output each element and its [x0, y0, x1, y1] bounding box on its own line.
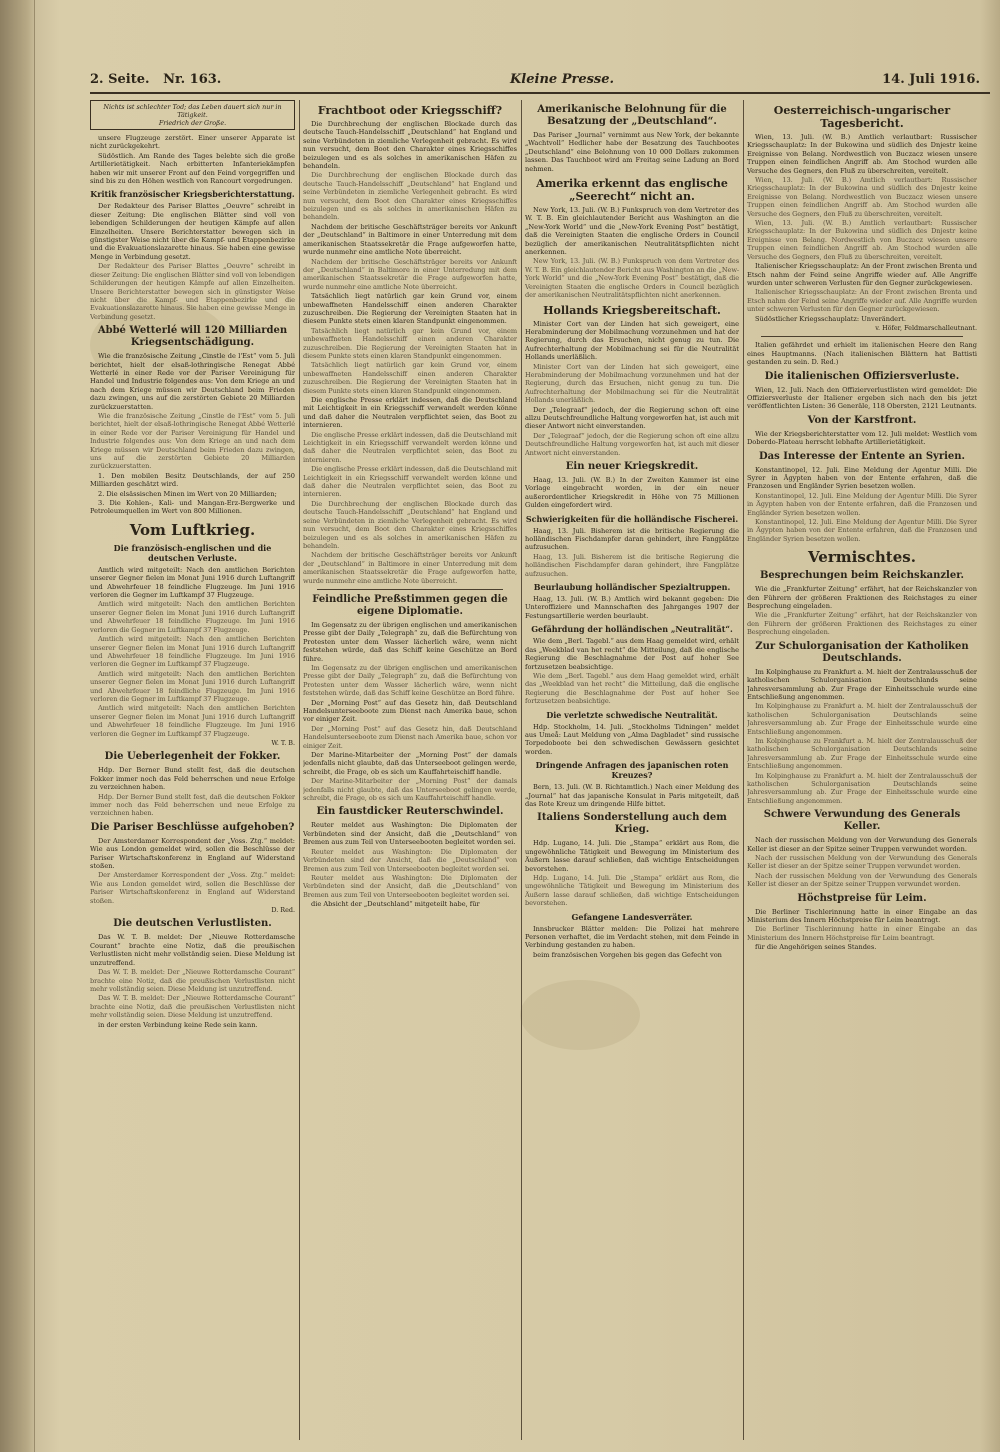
article-headline: Amerikanische Belohnung für die Besatzung der „Deutschland“. — [537, 104, 727, 127]
article-headline: Italiens Sonderstellung auch dem Krieg. — [537, 812, 727, 836]
article-text: Im Kolpinghause zu Frankfurt a. M. hielt der Zentralausschuß der katholischen Schulorganisation Deutschlands seine Jahresversammlung ab. Zur Frage der Einheitsschule wurde eine Entschließung angenommen. — [747, 667, 977, 701]
article-text: Südöstlicher Kriegsschauplatz: Unverändert. — [755, 314, 906, 323]
article-headline: Schwierigkeiten für die holländische Fischerei. — [525, 513, 739, 524]
article-text: für die Angehörigen seines Standes. — [755, 943, 877, 952]
article-text: Italien gefährdet und erhielt im italienischen Heere den Rang eines Hauptmanns. (Nach italienischen Blättern hat Battisti gestanden zu sein. D. Red.) — [747, 341, 977, 367]
binding-spine — [0, 0, 35, 1452]
article-text: Hdp. Lugano, 14. Juli. Die „Stampa“ erklärt aus Rom, die ungewöhnliche Tätigkeit und Bewegung im Ministerium des Äußern lasse darauf schließen, daß wichtige Entscheidungen bevorstehen. — [525, 839, 739, 873]
article-text: Reuter meldet aus Washington: Die Diplomaten der Verbündeten sind der Ansicht, daß die „Deutschland“ von Bremen aus zum Teil von Unterseebooten begleitet worden sei. — [303, 821, 517, 847]
article-text: Nachdem der britische Geschäftsträger bereits vor Ankunft der „Deutschland“ in Baltimore in einer Unterredung mit dem amerikanischen Staatssekretär die Frage aufgeworfen hatte, wurde nunmehr eine amtliche Note überreicht. — [303, 257, 517, 291]
article-headline: Ein faustdicker Reuterschwindel. — [316, 806, 504, 818]
article-headline: Die verletzte schwedische Neutralität. — [546, 709, 718, 720]
issue-date: 14. Juli 1916. — [882, 72, 980, 87]
article-text: Im Kolpinghause zu Frankfurt a. M. hielt der Zentralausschuß der katholischen Schulorganisation Deutschlands seine Jahresversammlung ab. Zur Frage der Einheitsschule wurde eine Entschließung angenommen. — [747, 702, 977, 736]
article-text: Wie die französische Zeitung „Cinstle de l'Est“ vom 5. Juli berichtet, hielt der elsaß-lothringische Renegat Abbé Wetterlé in einer Rede vor der Pariser Vereinigung für Handel und Industrie folgendes aus: Von dem Kriege an und nach dem Kriege müssen wir Deutschland beim Frieden dazu zwingen, uns auf die zerstörten Gebiete 20 Milliarden zurückzuerstatten. — [90, 411, 295, 471]
page-header — [90, 72, 990, 94]
article-text: Konstantinopel, 12. Juli. Eine Meldung der Agentur Milli. Die Syrer in Ägypten haben von der Entente erfahren, daß die Franzosen und Engländer Syrien besetzen wollen. — [747, 465, 977, 491]
article-text: Das Pariser „Journal“ vernimmt aus New York, der bekannte „Wachtvoll“ Hedlicher habe der Besatzung des Tauchbootes „Deutschland“ eine Belohnung von 10 000 Dollars zukommen lassen. Das Tauchboot wird am Freitag seine Ladung an Bord nehmen. — [525, 131, 739, 173]
article-headline: Zur Schulorganisation der Katholiken Deutschlands. — [755, 640, 969, 664]
article-signature: W. T. B. — [271, 738, 295, 747]
column-2 — [303, 100, 517, 1440]
article-text: Nach der russischen Meldung von der Verwundung des Generals Keller ist dieser an der Spitze seiner Truppen verwundet worden. — [747, 871, 977, 889]
article-text: Die Durchbrechung der englischen Blockade durch das deutsche Tauch-Handelsschiff „Deutschland“ hat England und seine Verbündeten in ziemliche Verlegenheit gebracht. Es wird nun versucht, dem Boot den Charakter eines Kriegsschiffes beizulegen und es als solches in amerikanischen Häfen zu behandeln. — [303, 171, 517, 222]
article-headline: Beurlaubung holländischer Spezialtruppen. — [533, 582, 731, 593]
article-text: Bern, 13. Juli. (W. B. Richtamtlich.) Nach einer Meldung des „Journal“ hat das japanische Konsulat in Paris mitgeteilt, daß das Rote Kreuz um dringende Hilfe bittet. — [525, 783, 739, 808]
article-text: Amtlich wird mitgeteilt: Nach den amtlichen Berichten unserer Gegner fielen im Monat Juni 1916 durch Luftangriff und Abwehrfeuer 18 feindliche Flugzeuge. Im Juni 1916 verloren die Gegner im Luftkampf 37 Flugzeuge. — [90, 669, 295, 703]
article-text: unsere Flugzeuge zerstört. Einer unserer Apparate ist nicht zurückgekehrt. — [90, 134, 295, 151]
article-text: Amtlich wird mitgeteilt: Nach den amtlichen Berichten unserer Gegner fielen im Monat Juni 1916 durch Luftangriff und Abwehrfeuer 18 feindliche Flugzeuge. Im Juni 1916 verloren die Gegner im Luftkampf 37 Flugzeuge. — [90, 565, 295, 600]
paper-title: Kleine Presse. — [510, 72, 615, 87]
column-rule — [299, 100, 300, 1440]
article-text: Wien, 13. Juli. (W. B.) Amtlich verlautbart: Russischer Kriegsschauplatz: In der Bukowina und südlich des Dnjestr keine Ereignisse von Belang. Nordwestlich von Buczacz wiesen unsere Truppen einen feindlichen Angriff ab. Am Stochod wurden alle Versuche des Gegners, den Fluß zu überschreiten, vereitelt. — [747, 219, 977, 261]
article-text: beim französischen Vorgehen bis gegen das Gefecht von — [533, 950, 722, 959]
article-text: Südöstlich. Am Rande des Tages belebte sich die große Artillerietätigkeit. Nach erbitterten Infanteriekämpfen haben wir mit unserer Front auf den Feind vorgegriffen und sind bis zu den Höhen westlich von Rancourt vorgedrungen. — [90, 151, 295, 186]
article-headline: Die Pariser Beschlüsse aufgehoben? — [90, 821, 295, 833]
article-headline: Schwere Verwundung des Generals Keller. — [763, 809, 961, 833]
article-headline: Amerika erkennt das englische „Seerecht“ nicht an. — [536, 177, 728, 204]
article-text: Haag, 13. Juli. (W. B.) Amtlich wird bekannt gegeben: Die Unteroffiziere und Mannschaften des Jahrganges 1907 der Festungsartillerie werden beurlaubt. — [525, 595, 739, 620]
article-headline: Besprechungen beim Reichskanzler. — [759, 570, 965, 582]
article-text: Nach der russischen Meldung von der Verwundung des Generals Keller ist dieser an der Spitze seiner Truppen verwundet worden. — [747, 854, 977, 871]
article-headline: Hollands Kriegsbereitschaft. — [543, 303, 721, 317]
article-headline: Vom Luftkrieg. — [129, 520, 256, 539]
article-text: Der Amsterdamer Korrespondent der „Voss. Ztg.“ meldet: Wie aus London gemeldet wird, sollen die Beschlüsse der Pariser Wirtschaftskonferenz in England auf Widerstand stoßen. — [90, 871, 295, 905]
article-text: Wien, 13. Juli. (W. B.) Amtlich verlautbart: Russischer Kriegsschauplatz: In der Bukowina und südlich des Dnjestr keine Ereignisse von Belang. Nordwestlich von Buczacz wiesen unsere Truppen einen feindlichen Angriff ab. Am Stochod wurden alle Versuche des Gegners, den Fluß zu überschreiten, vereitelt. — [747, 133, 977, 175]
article-text: Haag, 13. Juli. Bisherem ist die britische Regierung die holländischen Fischdampfer daran gehindert, ihre Fangplätze aufzusuchen. — [525, 526, 739, 552]
list-item: 1. Den mobilen Besitz Deutschlands, der auf 250 Milliarden geschätzt wird. — [90, 471, 295, 489]
article-headline: Von der Karstfront. — [807, 414, 917, 426]
article-text: Die Durchbrechung der englischen Blockade durch das deutsche Tauch-Handelsschiff „Deutschland“ hat England und seine Verbündeten in ziemliche Verlegenheit gebracht. Es wird nun versucht, dem Boot den Charakter eines Kriegsschiffes beizulegen und es als solches in amerikanischen Häfen zu behandeln. — [303, 499, 517, 550]
article-text: Das W. T. B. meldet: Der „Nieuwe Rotterdamsche Courant“ brachte eine Notiz, daß die preußischen Verlustlisten nicht mehr vollständig seien. Diese Meldung ist unzutreffend. — [90, 933, 295, 967]
article-text: Amtlich wird mitgeteilt: Nach den amtlichen Berichten unserer Gegner fielen im Monat Juni 1916 durch Luftangriff und Abwehrfeuer 18 feindliche Flugzeuge. Im Juni 1916 verloren die Gegner im Luftkampf 37 Flugzeuge. — [90, 704, 295, 738]
article-text: Haag, 13. Juli. (W. B.) In der Zweiten Kammer ist eine Vorlage eingebracht worden, in der ein neuer außerordentlicher Kriegskredit in Höhe von 75 Millionen Gulden eingefordert wird. — [525, 476, 739, 510]
quote-text: Nichts ist schlechter Tod; das Leben dauert sich nur in Tätigkeit. — [103, 103, 282, 119]
article-text: Im Gegensatz zu der übrigen englischen und amerikanischen Presse gibt der Daily „Telegraph“ zu, daß die Befürchtung von Protesten unter dem Wasser lächerlich wäre, wenn nicht feststehen würde, daß das Schiff keine Geschütze an Bord führe. — [303, 663, 517, 698]
article-text: Das W. T. B. meldet: Der „Nieuwe Rotterdamsche Courant“ brachte eine Notiz, daß die preußischen Verlustlisten nicht mehr vollständig seien. Diese Meldung ist unzutreffend. — [90, 994, 295, 1020]
article-text: Die englische Presse erklärt indessen, daß die Deutschland mit Leichtigkeit in ein Kriegsschiff verwandelt werden könne und daß daher die Neutralen verpflichtet seien, das Boot zu internieren. — [303, 430, 517, 464]
article-headline: Gefährdung der holländischen „Neutralität“. — [531, 624, 733, 635]
article-headline: Ein neuer Kriegskredit. — [565, 461, 699, 472]
article-subheadline: Die französisch-englischen und die deutschen Verluste. — [113, 542, 272, 563]
article-text: Amtlich wird mitgeteilt: Nach den amtlichen Berichten unserer Gegner fielen im Monat Juni 1916 durch Luftangriff und Abwehrfeuer 18 feindliche Flugzeuge. Im Juni 1916 verloren die Gegner im Luftkampf 37 Flugzeuge. — [90, 600, 295, 634]
article-text: Nachdem der britische Geschäftsträger bereits vor Ankunft der „Deutschland“ in Baltimore in einer Unterredung mit dem amerikanischen Staatssekretär die Frage aufgeworfen hatte, wurde nunmehr eine amtliche Note überreicht. — [303, 222, 517, 257]
boxed-quote — [90, 100, 295, 130]
article-text: Minister Cort van der Linden hat sich geweigert, eine Herabminderung der Mobilmachung vorzunehmen und hat der Regierung, durch das Ersuchen, nicht genug zu tun. Die Aufrechterhaltung der Mobilmachung sei für die Neutralität Hollands unerläßlich. — [525, 319, 739, 362]
article-text: Wien, 12. Juli. Nach den Offizierverlustlisten wird gemeldet: Die Offiziersverluste der Italiener ergeben sich nach den bis jetzt veröffentlichten Listen: 36 Generäle, 118 Obersten, 2121 Leutnants. — [747, 385, 977, 411]
article-text: Die Berliner Tischlerinnung hatte in einer Eingabe an das Ministerium des Innern Höchstpreise für Leim beantragt. — [747, 925, 977, 942]
article-text: Hdp. Stockholm, 14. Juli. „Stockholms Tidningen“ meldet aus Umeå: Laut Meldung von „Alma Dagbladet“ sind russische Torpedoboote bei den schwedischen Gewässern gesichtet worden. — [525, 722, 739, 756]
article-text: Wien, 13. Juli. (W. B.) Amtlich verlautbart: Russischer Kriegsschauplatz: In der Bukowina und südlich des Dnjestr keine Ereignisse von Belang. Nordwestlich von Buczacz wiesen unsere Truppen einen feindlichen Angriff ab. Am Stochod wurden alle Versuche des Gegners, den Fluß zu überschreiten, vereitelt. — [747, 176, 977, 218]
column-4 — [747, 100, 977, 1440]
article-headline: Das Interesse der Entente an Syrien. — [758, 450, 966, 462]
article-text: Minister Cort van der Linden hat sich geweigert, eine Herabminderung der Mobilmachung vorzunehmen und hat der Regierung, durch das Ersuchen, nicht genug zu tun. Die Aufrechterhaltung der Mobilmachung sei für die Neutralität Hollands unerläßlich. — [525, 362, 739, 405]
column-1 — [90, 100, 295, 1440]
article-text: Der „Telegraaf“ jedoch, der die Regierung schon oft eine allzu Deutschfreundliche Haltung vorgeworfen hat, ist auch mit dieser Antwort nicht einverstanden. — [525, 431, 739, 457]
article-text: Die Durchbrechung der englischen Blockade durch das deutsche Tauch-Handelsschiff „Deutschland“ hat England und seine Verbündeten in ziemliche Verlegenheit gebracht. Es wird nun versucht, dem Boot den Charakter eines Kriegsschiffes beizulegen und es als solches in amerikanischen Häfen zu behandeln. — [303, 120, 517, 171]
article-text: Der Redakteur des Pariser Blattes „Oeuvre“ schreibt in dieser Zeitung: Die englischen Blätter sind voll von lebendigen Schilderungen der heutigen Kämpfe auf allen Einzelheiten. Unsere Berichterstatter bewegen sich in günstigster Weise nicht über die Kampf- und Etappenbezirke und die Evakuationslazarette hinaus. Sie haben eine gewisse Menge in Verbindung gesetzt. — [90, 202, 295, 261]
article-signature: D. Red. — [271, 906, 295, 915]
article-text: Haag, 13. Juli. Bisherem ist die britische Regierung die holländischen Fischdampfer daran gehindert, ihre Fangplätze aufzusuchen. — [525, 552, 739, 578]
article-headline: Die Ueberlegenheit der Fokker. — [104, 751, 281, 763]
column-rule — [521, 100, 522, 1440]
article-text: Nach der russischen Meldung von der Verwundung des Generals Keller ist dieser an der Spitze seiner Truppen verwundet worden. — [747, 836, 977, 853]
article-text: Wie die „Frankfurter Zeitung“ erfährt, hat der Reichskanzler von den Führern der größeren Fraktionen des Reichstages zu einer Besprechung eingeladen. — [747, 611, 977, 637]
page-number: 2. Seite. Nr. 163. — [90, 72, 222, 87]
article-text: Wie die „Frankfurter Zeitung“ erfährt, hat der Reichskanzler von den Führern der größeren Fraktionen des Reichstages zu einer Besprechung eingeladen. — [747, 585, 977, 611]
article-text: Tatsächlich liegt natürlich gar kein Grund vor, einem unbewaffneten Handelsschiff einen anderen Charakter zuzuschreiben. Die Regierung der Vereinigten Staaten hat in diesem Punkte stets einen klaren Standpunkt eingenommen. — [303, 361, 517, 395]
section-divider — [317, 589, 503, 590]
article-signature: v. Höfer, Feldmarschalleutnant. — [875, 323, 977, 332]
article-headline: Dringende Anfragen des japanischen roten Kreuzes? — [535, 760, 729, 781]
article-text: Die englische Presse erklärt indessen, daß die Deutschland mit Leichtigkeit in ein Kriegsschiff verwandelt werden könne und daß daher die Neutralen verpflichtet seien, das Boot zu internieren. — [303, 396, 517, 430]
article-text: Der Redakteur des Pariser Blattes „Oeuvre“ schreibt in dieser Zeitung: Die englischen Blätter sind voll von lebendigen Schilderungen der heutigen Kämpfe auf allen Einzelheiten. Unsere Berichterstatter bewegen sich in günstigster Weise nicht über die Kampf- und Etappenbezirke und die Evakuationslazarette hinaus. Sie haben eine gewisse Menge in Verbindung gesetzt. — [90, 262, 295, 321]
article-text: Das W. T. B. meldet: Der „Nieuwe Rotterdamsche Courant“ brachte eine Notiz, daß die preußischen Verlustlisten nicht mehr vollständig seien. Diese Meldung ist unzutreffend. — [90, 968, 295, 993]
article-text: Amtlich wird mitgeteilt: Nach den amtlichen Berichten unserer Gegner fielen im Monat Juni 1916 durch Luftangriff und Abwehrfeuer 18 feindliche Flugzeuge. Im Juni 1916 verloren die Gegner im Luftkampf 37 Flugzeuge. — [90, 635, 295, 669]
article-text: Die Berliner Tischlerinnung hatte in einer Eingabe an das Ministerium des Innern Höchstpreise für Leim beantragt. — [747, 907, 977, 925]
article-text: die Absicht der „Deutschland“ mitgeteilt habe, für — [311, 900, 480, 909]
article-text: Hdp. Der Berner Bund stellt fest, daß die deutschen Fokker immer noch das Feld beherrschen und neue Erfolge zu verzeichnen haben. — [90, 766, 295, 792]
article-text: Reuter meldet aus Washington: Die Diplomaten der Verbündeten sind der Ansicht, daß die „Deutschland“ von Bremen aus zum Teil von Unterseebooten begleitet worden sei. — [303, 847, 517, 873]
article-text: New York, 13. Juli. (W. B.) Funkspruch von dem Vertreter des W. T. B. Ein gleichlautender Bericht aus Washington an die „New-York World“ und die „New-York Evening Post“ bestätigt, daß die Vereinigten Staaten die englische Orders in Council bezüglich der amerikanischen Neutralitätspflichten nicht anerkennen. — [525, 206, 739, 257]
article-headline: Die deutschen Verlustlisten. — [113, 918, 272, 930]
article-headline: Kritik französischer Kriegsberichterstattung. — [90, 189, 295, 200]
article-text: Der Amsterdamer Korrespondent der „Voss. Ztg.“ meldet: Wie aus London gemeldet wird, sollen die Beschlüsse der Pariser Wirtschaftskonferenz in England auf Widerstand stoßen. — [90, 836, 295, 871]
list-item: 2. Die elsässischen Minen im Wert von 20 Milliarden; — [98, 489, 277, 498]
article-text: Italienischer Kriegsschauplatz: An der Front zwischen Brenta und Etsch nahm der Feind seine Angriffe wieder auf. Alle Angriffe wurden unter schweren Verlusten für den Gegner zurückgewiesen. — [747, 288, 977, 314]
newspaper-sheet — [70, 60, 1000, 1450]
column-3 — [525, 100, 739, 1440]
article-headline: Frachtboot oder Kriegsschiff? — [317, 104, 503, 117]
quote-author: Friedrich der Große. — [158, 119, 227, 127]
column-rule — [743, 100, 744, 1440]
article-headline: Die italienischen Offiziersverluste. — [764, 370, 960, 382]
article-headline: Höchstpreise für Leim. — [797, 892, 927, 904]
article-text: Tatsächlich liegt natürlich gar kein Grund vor, einem unbewaffneten Handelsschiff einen anderen Charakter zuzuschreiben. Die Regierung der Vereinigten Staaten hat in diesem Punkte stets einen klaren Standpunkt eingenommen. — [303, 292, 517, 326]
article-text: Reuter meldet aus Washington: Die Diplomaten der Verbündeten sind der Ansicht, daß die „Deutschland“ von Bremen aus zum Teil von Unterseebooten begleitet worden sei. — [303, 873, 517, 899]
article-text: Wie die französische Zeitung „Cinstle de l'Est“ vom 5. Juli berichtet, hielt der elsaß-lothringische Renegat Abbé Wetterlé in einer Rede vor der Pariser Vereinigung für Handel und Industrie folgendes aus: Von dem Kriege an und nach dem Kriege müssen wir Deutschland beim Frieden dazu zwingen, uns auf die zerstörten Gebiete 20 Milliarden zurückzuerstatten. — [90, 352, 295, 411]
article-text: Konstantinopel, 12. Juli. Eine Meldung der Agentur Milli. Die Syrer in Ägypten haben von der Entente erfahren, daß die Franzosen und Engländer Syrien besetzen wollen. — [747, 491, 977, 517]
article-headline: Feindliche Preßstimmen gegen die eigene Diplomatie. — [312, 593, 508, 617]
article-text: Der „Morning Post“ auf das Gesetz hin, daß Deutschland Handelsunterseeboote zum Dienst nach Amerika baue, schon vor einiger Zeit. — [303, 698, 517, 724]
article-text: Hdp. Lugano, 14. Juli. Die „Stampa“ erklärt aus Rom, die ungewöhnliche Tätigkeit und Bewegung im Ministerium des Äußern lasse darauf schließen, daß wichtige Entscheidungen bevorstehen. — [525, 874, 739, 908]
article-headline: Abbé Wetterlé will 120 Milliarden Kriegsentschädigung. — [97, 325, 288, 349]
section-divider — [761, 336, 963, 337]
article-text: Der Marine-Mitarbeiter der „Morning Post“ der damals jedenfalls nicht glaubte, daß das Unterseeboot gelingen werde, schreibt, die Frage, ob es sich um Kauffahrteischiff handle. — [303, 751, 517, 776]
article-text: Der „Telegraaf“ jedoch, der die Regierung schon oft eine allzu Deutschfreundliche Haltung vorgeworfen hat, ist auch mit dieser Antwort nicht einverstanden. — [525, 405, 739, 431]
article-text: Wie dem „Berl. Tagebl.“ aus dem Haag gemeldet wird, erhält das „Weekblad van het recht“ die Mitteilung, daß die englische Regierung die Beschlagnahme der Post auf hoher See fortzusetzen beabsichtige. — [525, 671, 739, 706]
article-text: New York, 13. Juli. (W. B.) Funkspruch von dem Vertreter des W. T. B. Ein gleichlautender Bericht aus Washington an die „New-York World“ und die „New-York Evening Post“ bestätigt, daß die Vereinigten Staaten die englische Orders in Council bezüglich der amerikanischen Neutralitätspflichten nicht anerkennen. — [525, 257, 739, 300]
article-text: Im Kolpinghause zu Frankfurt a. M. hielt der Zentralausschuß der katholischen Schulorganisation Deutschlands seine Jahresversammlung ab. Zur Frage der Einheitsschule wurde eine Entschließung angenommen. — [747, 736, 977, 771]
article-headline: Vermischtes. — [808, 548, 916, 567]
article-text: Die englische Presse erklärt indessen, daß die Deutschland mit Leichtigkeit in ein Kriegsschiff verwandelt werden könne und daß daher die Neutralen verpflichtet seien, das Boot zu internieren. — [303, 465, 517, 499]
article-text: Italienischer Kriegsschauplatz: An der Front zwischen Brenta und Etsch nahm der Feind seine Angriffe wieder auf. Alle Angriffe wurden unter schweren Verlusten für den Gegner zurückgewiesen. — [747, 262, 977, 287]
article-headline: Gefangene Landesverräter. — [571, 911, 693, 922]
article-text: Im Kolpinghause zu Frankfurt a. M. hielt der Zentralausschuß der katholischen Schulorganisation Deutschlands seine Jahresversammlung ab. Zur Frage der Einheitsschule wurde eine Entschließung angenommen. — [747, 771, 977, 805]
article-text: Wie dem „Berl. Tagebl.“ aus dem Haag gemeldet wird, erhält das „Weekblad van het recht“ die Mitteilung, daß die englische Regierung die Beschlagnahme der Post auf hoher See fortzusetzen beabsichtige. — [525, 637, 739, 671]
article-text: in der ersten Verbindung keine Rede sein kann. — [98, 1020, 258, 1029]
article-text: Der Marine-Mitarbeiter der „Morning Post“ der damals jedenfalls nicht glaubte, daß das Unterseeboot gelingen werde, schreibt, die Frage, ob es sich um Kauffahrteischiff handle. — [303, 777, 517, 803]
article-text: Innsbrucker Blätter melden: Die Polizei hat mehrere Personen verhaftet, die im Verdacht stehen, mit dem Feinde in Verbindung gestanden zu haben. — [525, 924, 739, 950]
article-text: Nachdem der britische Geschäftsträger bereits vor Ankunft der „Deutschland“ in Baltimore in einer Unterredung mit dem amerikanischen Staatssekretär die Frage aufgeworfen hatte, wurde nunmehr eine amtliche Note überreicht. — [303, 551, 517, 585]
article-text: Der „Morning Post“ auf das Gesetz hin, daß Deutschland Handelsunterseeboote zum Dienst nach Amerika baue, schon vor einiger Zeit. — [303, 724, 517, 750]
list-item: 3. Die Kohlen-, Kali- und Mangan-Erz-Bergwerke und Petroleumquellen im Wert von 800 Millionen. — [90, 499, 295, 516]
article-text: Konstantinopel, 12. Juli. Eine Meldung der Agentur Milli. Die Syrer in Ägypten haben von der Entente erfahren, daß die Franzosen und Engländer Syrien besetzen wollen. — [747, 518, 977, 543]
article-text: Hdp. Der Berner Bund stellt fest, daß die deutschen Fokker immer noch das Feld beherrschen und neue Erfolge zu verzeichnen haben. — [90, 792, 295, 818]
article-text: Im Gegensatz zu der übrigen englischen und amerikanischen Presse gibt der Daily „Telegraph“ zu, daß die Befürchtung von Protesten unter dem Wasser lächerlich wäre, wenn nicht feststehen würde, daß das Schiff keine Geschütze an Bord führe. — [303, 620, 517, 663]
article-text: Wie der Kriegsberichterstatter vom 12. Juli meldet: Westlich vom Doberdo-Plateau herrscht lebhafte Artillerietätigkeit. — [747, 429, 977, 447]
article-headline: Oesterreichisch-ungarischer Tagesbericht. — [773, 104, 951, 130]
article-text: Tatsächlich liegt natürlich gar kein Grund vor, einem unbewaffneten Handelsschiff einen anderen Charakter zuzuschreiben. Die Regierung der Vereinigten Staaten hat in diesem Punkte stets einen klaren Standpunkt eingenommen. — [303, 326, 517, 360]
